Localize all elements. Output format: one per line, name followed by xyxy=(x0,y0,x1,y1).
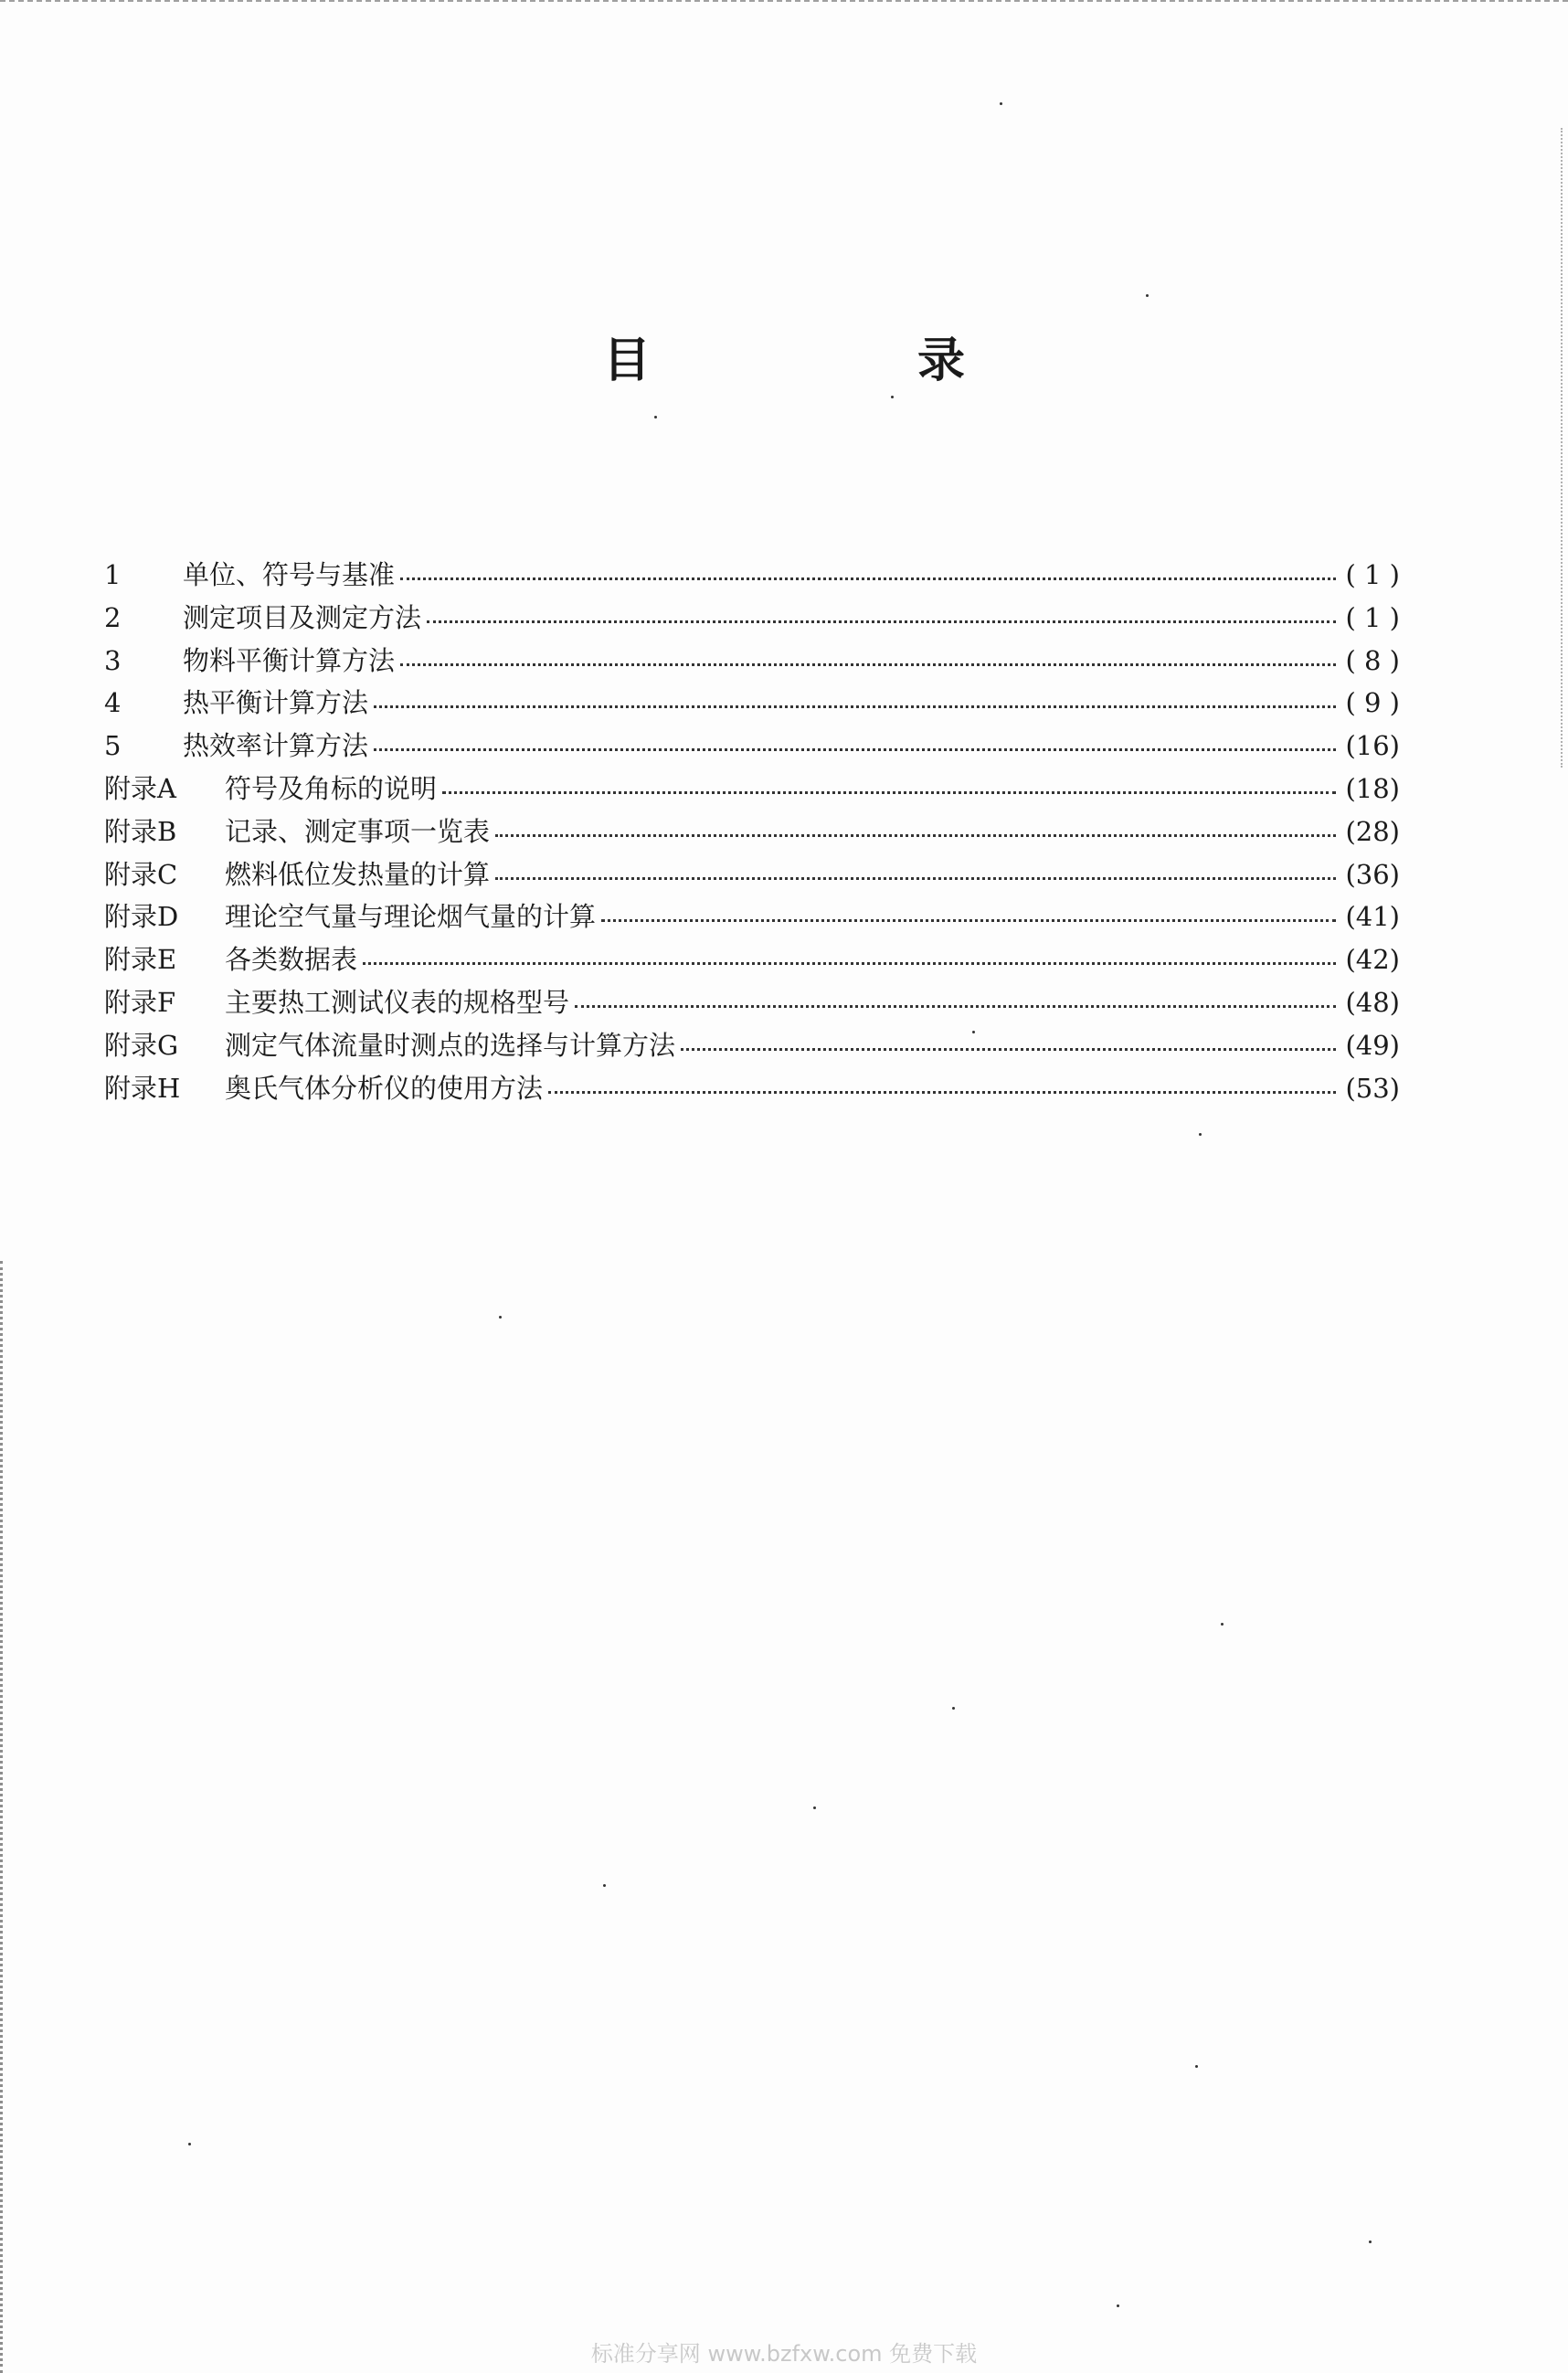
toc-entry-page: ( 8 ) xyxy=(1345,644,1400,676)
scan-speck xyxy=(891,396,894,398)
toc-entry-label: 理论空气量与理论烟气量的计算 xyxy=(225,901,597,933)
toc-dot-leader xyxy=(363,953,1336,965)
toc-entry-page: (48) xyxy=(1345,986,1400,1018)
toc-entry[interactable] xyxy=(102,853,1400,896)
toc-entry-page: ( 1 ) xyxy=(1345,559,1400,590)
scan-speck xyxy=(1117,2304,1119,2307)
toc-entry-label: 各类数据表 xyxy=(225,944,358,976)
toc-entry-number: 附录A xyxy=(104,772,176,804)
scan-speck xyxy=(603,1884,606,1887)
watermark: 标准分享网 www.bzfxw.com 免费下载 xyxy=(590,2341,978,2367)
toc-entry-number: 附录F xyxy=(104,986,176,1018)
scan-left-edge xyxy=(0,1261,3,2373)
toc-entry-page: (53) xyxy=(1345,1072,1400,1104)
toc-entry[interactable] xyxy=(102,981,1400,1024)
scan-speck xyxy=(654,416,657,418)
toc-entry-number: 5 xyxy=(104,730,122,762)
page-title: 目 录 xyxy=(602,334,1075,388)
toc-dot-leader xyxy=(575,996,1336,1008)
toc-entry-page: (18) xyxy=(1345,772,1400,804)
scan-speck xyxy=(1199,1133,1202,1136)
toc-dot-leader xyxy=(374,696,1336,708)
scan-speck xyxy=(499,1316,502,1319)
toc-entry-label: 主要热工测试仪表的规格型号 xyxy=(225,986,570,1018)
toc-entry-number: 3 xyxy=(104,644,122,676)
toc-entry-number: 附录G xyxy=(104,1029,179,1061)
toc-entry-label: 符号及角标的说明 xyxy=(225,772,438,804)
toc-entry[interactable] xyxy=(102,554,1400,597)
toc-dot-leader xyxy=(495,868,1336,880)
toc-entry-number: 1 xyxy=(104,559,122,590)
scan-speck xyxy=(972,1031,975,1033)
toc-entry[interactable] xyxy=(102,725,1400,768)
toc-entry[interactable] xyxy=(102,895,1400,938)
toc-entry-label: 热平衡计算方法 xyxy=(183,687,369,719)
toc-entry[interactable] xyxy=(102,810,1400,853)
toc-entry-page: (36) xyxy=(1345,858,1400,890)
toc-dot-leader xyxy=(681,1039,1336,1051)
toc-entry-page: (49) xyxy=(1345,1029,1400,1061)
toc-entry[interactable] xyxy=(102,768,1400,810)
toc-dot-leader xyxy=(427,611,1336,623)
toc-entry-label: 测定气体流量时测点的选择与计算方法 xyxy=(225,1029,676,1061)
toc-entry-label: 测定项目及测定方法 xyxy=(183,601,422,633)
toc-entry[interactable] xyxy=(102,597,1400,640)
toc-entry-label: 燃料低位发热量的计算 xyxy=(225,858,491,890)
toc-dot-leader xyxy=(495,825,1336,837)
scan-speck xyxy=(188,2143,191,2145)
toc-entry-number: 附录H xyxy=(104,1072,181,1104)
toc-entry-number: 附录E xyxy=(104,944,177,976)
toc-entry[interactable] xyxy=(102,1024,1400,1067)
toc-entry-number: 4 xyxy=(104,687,122,719)
toc-entry-number: 附录D xyxy=(104,901,179,933)
toc-entry-page: ( 1 ) xyxy=(1345,601,1400,633)
toc-entry-page: (42) xyxy=(1345,944,1400,976)
scan-speck xyxy=(952,1707,955,1710)
toc-entry-label: 物料平衡计算方法 xyxy=(183,644,396,676)
scan-speck xyxy=(1000,102,1002,105)
toc-entry-number: 附录B xyxy=(104,815,177,847)
toc-entry[interactable] xyxy=(102,640,1400,683)
toc-entry-page: ( 9 ) xyxy=(1345,687,1400,719)
scan-right-edge xyxy=(1561,128,1563,768)
toc-entry-page: (16) xyxy=(1345,730,1400,762)
table-of-contents xyxy=(102,554,1400,1109)
toc-entry-label: 奥氏气体分析仪的使用方法 xyxy=(225,1072,544,1104)
scan-top-edge xyxy=(0,0,1568,2)
toc-dot-leader xyxy=(400,568,1336,580)
scan-speck xyxy=(1195,2065,1198,2068)
toc-entry-page: (28) xyxy=(1345,815,1400,847)
toc-dot-leader xyxy=(374,739,1336,751)
toc-dot-leader xyxy=(601,910,1336,922)
toc-entry-number: 2 xyxy=(104,601,122,633)
toc-entry-label: 热效率计算方法 xyxy=(183,730,369,762)
scan-speck xyxy=(1221,1623,1224,1626)
toc-entry-number: 附录C xyxy=(104,858,178,890)
scan-speck xyxy=(1369,2241,1372,2243)
toc-entry-label: 单位、符号与基准 xyxy=(183,559,396,590)
toc-entry-label: 记录、测定事项一览表 xyxy=(225,815,491,847)
toc-dot-leader xyxy=(548,1082,1336,1094)
scan-speck xyxy=(813,1806,816,1809)
toc-entry[interactable] xyxy=(102,938,1400,981)
toc-dot-leader xyxy=(442,782,1336,794)
scan-speck xyxy=(1146,294,1149,297)
toc-entry[interactable] xyxy=(102,682,1400,725)
toc-entry-page: (41) xyxy=(1345,901,1400,933)
toc-entry[interactable] xyxy=(102,1067,1400,1110)
toc-dot-leader xyxy=(400,654,1336,666)
